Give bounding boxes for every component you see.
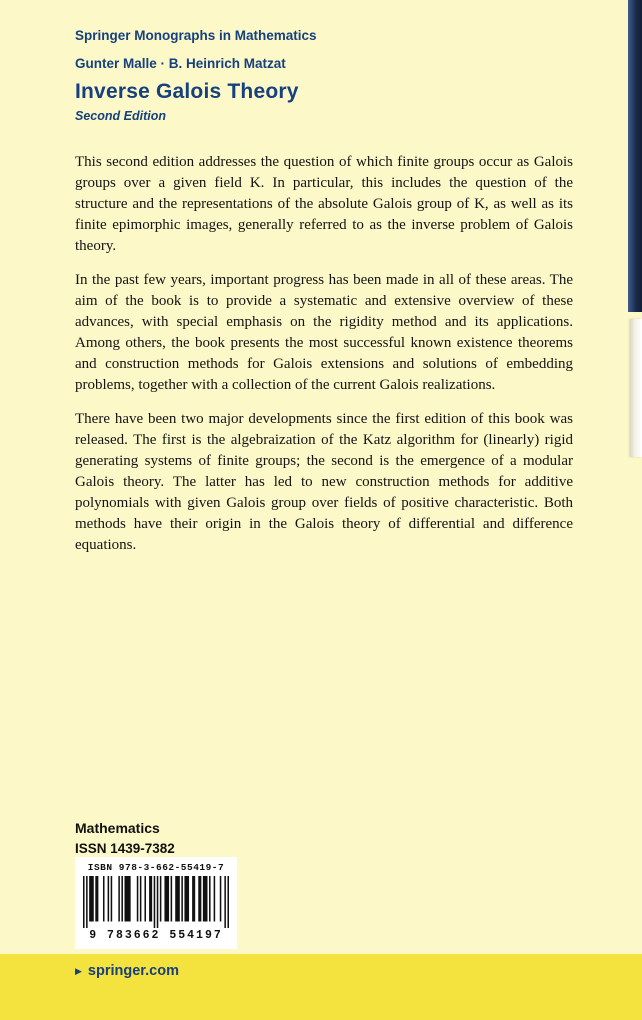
- page-edge-light: [630, 319, 642, 457]
- back-cover-blurb: [75, 152, 573, 569]
- blurb-paragraph: In the past few years, important progress has been made in all of these areas. The aim of the book is to provide a systematic and extensive overview of these advances, with special emphasis on the rigidity method and its applications. Among others, the book presents the most successful known existence theorems and construction methods for Galois extensions and solutions of embedding problems, together with a collection of the current Galois realizations.: [75, 272, 573, 393]
- publisher-url: springer.com: [87, 963, 179, 979]
- issn-number: ISSN 1439-7382: [75, 841, 175, 856]
- footer-band: [0, 954, 642, 1020]
- isbn-label: ISBN 978-3-662-55419-7: [87, 862, 225, 873]
- publisher-line: [75, 963, 642, 979]
- barcode-digits: 9 783662 554197: [89, 929, 223, 942]
- spine-edge-dark: [628, 0, 642, 312]
- cover-header: [75, 28, 575, 123]
- barcode-box: [75, 857, 237, 949]
- triangle-arrow-icon: ▶: [75, 965, 82, 976]
- series-title: Springer Monographs in Mathematics: [75, 28, 317, 43]
- blurb-paragraph: This second edition addresses the question of which finite groups occur as Galois groups over a given field K. In particular, this includes the question of the structure and the representations of the absolute Galois group of K, as well as its finite epimorphic images, generally referred to as the inverse problem of Galois theory.: [75, 154, 573, 254]
- edition-label: Second Edition: [75, 109, 166, 123]
- ean13-barcode: [83, 876, 229, 928]
- blurb-paragraph: There have been two major developments since the first edition of this book was released. The first is the algebraization of the Katz algorithm for (linearly) rigid generating systems of finite groups; the second is the emergence of a modular Galois theory. The latter has led to new construction methods for additive polynomials with given Galois group over fields of positive characteristic. Both methods have their origin in the Galois theory of differential and difference equations.: [75, 411, 573, 553]
- book-title: Inverse Galois Theory: [75, 80, 299, 103]
- subject-category: Mathematics: [75, 820, 160, 836]
- cover-meta: [75, 820, 175, 856]
- authors: Gunter Malle · B. Heinrich Matzat: [75, 56, 286, 71]
